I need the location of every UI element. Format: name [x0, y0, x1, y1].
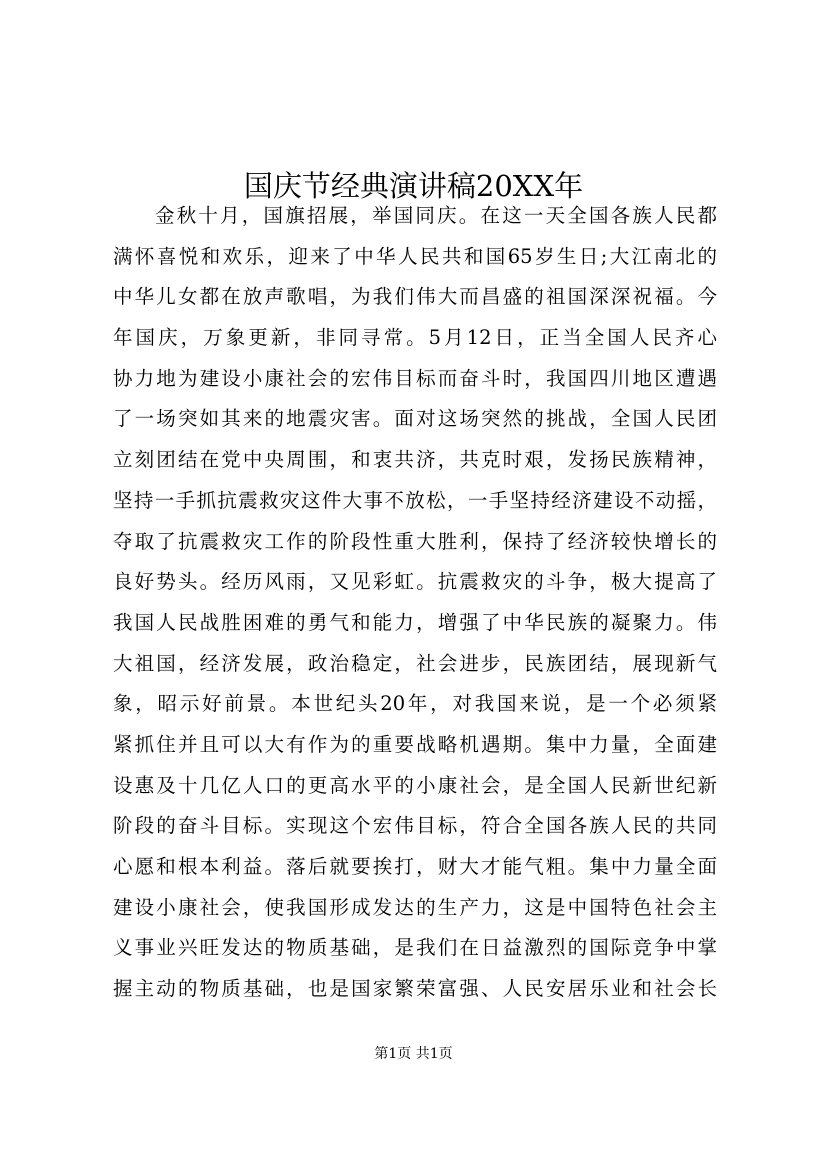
document-title: 国庆节经典演讲稿20XX年 [243, 169, 584, 204]
body-line: 大祖国，经济发展，政治稳定，社会进步，民族团结，展现新气 [113, 651, 717, 675]
body-line: 中华儿女都在放声歌唱，为我们伟大而昌盛的祖国深深祝福。今 [113, 285, 717, 309]
document-body [113, 196, 717, 1010]
body-line: 金秋十月，国旗招展，举国同庆。在这一天全国各族人民都 [155, 204, 717, 227]
body-line: 握主动的物质基础，也是国家繁荣富强、人民安居乐业和社会长 [113, 977, 717, 1001]
body-line: 满怀喜悦和欢乐，迎来了中华人民共和国65岁生日;大江南北的 [113, 244, 717, 268]
body-line: 心愿和根本利益。落后就要挨打，财大才能气粗。集中力量全面 [113, 855, 717, 878]
body-line: 设惠及十几亿人口的更高水平的小康社会，是全国人民新世纪新 [113, 773, 717, 797]
body-line: 象，昭示好前景。本世纪头20年，对我国来说，是一个必须紧 [113, 692, 717, 716]
body-line: 了一场突如其来的地震灾害。面对这场突然的挑战，全国人民团 [113, 407, 717, 431]
body-line: 良好势头。经历风雨，又见彩虹。抗震救灾的斗争，极大提高了 [113, 570, 717, 594]
body-line: 立刻团结在党中央周围，和衷共济，共克时艰，发扬民族精神， [113, 448, 717, 472]
body-line: 坚持一手抓抗震救灾这件大事不放松，一手坚持经济建设不动摇， [113, 488, 717, 512]
page-footer: 第1页 共1页 [374, 1046, 453, 1062]
body-line: 年国庆，万象更新，非同寻常。5月12日，正当全国人民齐心 [113, 326, 717, 350]
body-line: 阶段的奋斗目标。实现这个宏伟目标，符合全国各族人民的共同 [113, 814, 717, 838]
body-line: 紧抓住并且可以大有作为的重要战略机遇期。集中力量，全面建 [113, 732, 717, 756]
body-line: 建设小康社会，使我国形成发达的生产力，这是中国特色社会主 [113, 895, 717, 919]
body-line: 夺取了抗震救灾工作的阶段性重大胜利，保持了经济较快增长的 [113, 529, 717, 553]
body-line: 我国人民战胜困难的勇气和能力，增强了中华民族的凝聚力。伟 [113, 610, 717, 634]
body-line: 义事业兴旺发达的物质基础，是我们在日益激烈的国际竞争中掌 [113, 936, 717, 960]
body-line: 协力地为建设小康社会的宏伟目标而奋斗时，我国四川地区遭遇 [113, 366, 717, 390]
